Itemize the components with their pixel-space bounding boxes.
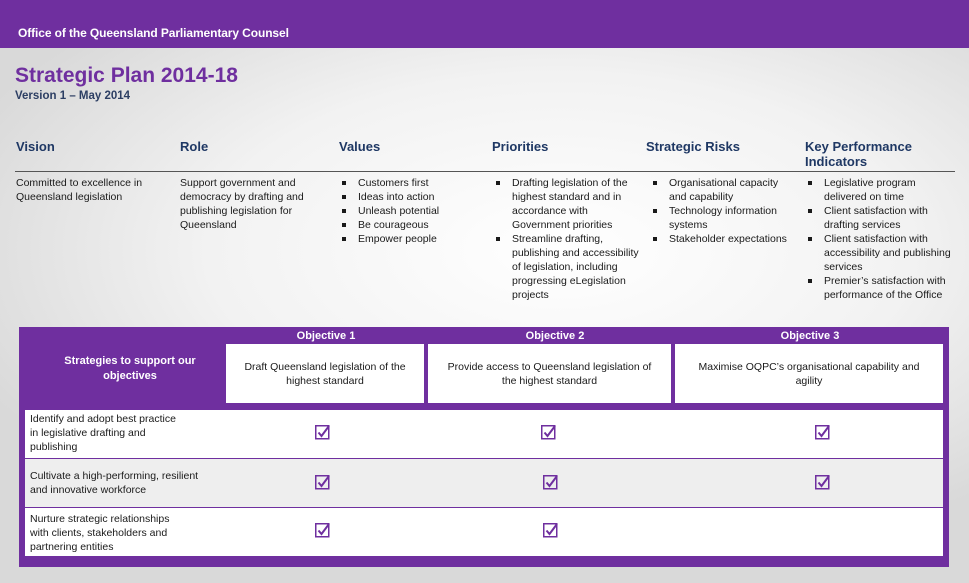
objective-1-label: Objective 1 — [296, 330, 356, 342]
values-item: Unleash potential — [338, 204, 478, 218]
risks-item: Stakeholder expectations — [649, 232, 794, 246]
table-row — [25, 459, 943, 507]
strategies-label: Strategies to support our objectives — [64, 355, 196, 382]
priorities-list — [492, 176, 640, 302]
version-label: Version 1 – May 2014 — [15, 90, 131, 102]
checkbox-checked-icon — [543, 523, 558, 538]
table-row — [25, 508, 943, 556]
checkbox-checked-icon — [541, 425, 556, 440]
risks-list — [649, 176, 794, 246]
checkbox-checked-icon — [315, 475, 330, 490]
priorities-item: Drafting legislation of the highest standard and in accordance with Government priorities — [492, 176, 640, 232]
page-title: Strategic Plan 2014-18 — [15, 64, 238, 87]
heading-divider — [15, 171, 955, 172]
risks-item: Organisational capacity and capability — [649, 176, 794, 204]
objective-3-box — [675, 344, 943, 403]
values-heading: Values — [339, 139, 381, 154]
objective-2-label: Objective 2 — [525, 330, 585, 342]
checkbox-checked-icon — [315, 523, 330, 538]
strategy-text: Nurture strategic relationships with clients, stakeholders and partnering entities — [30, 513, 170, 553]
checkbox-checked-icon — [815, 475, 830, 490]
header-bar — [0, 0, 969, 48]
objective-3-label: Objective 3 — [780, 330, 840, 342]
objective-1-box — [226, 344, 424, 403]
kpi-item: Client satisfaction with accessibility and publishing services — [804, 232, 956, 274]
checkbox-checked-icon — [543, 475, 558, 490]
values-item: Empower people — [338, 232, 478, 246]
priorities-item: Streamline drafting, publishing and accessibility of legislation, including progressing eLegislation projects — [492, 232, 640, 302]
kpi-item: Client satisfaction with drafting services — [804, 204, 956, 232]
checkbox-checked-icon — [815, 425, 830, 440]
vision-heading: Vision — [16, 139, 55, 154]
org-name: Office of the Queensland Parliamentary Counsel — [18, 26, 289, 40]
kpi-heading: Key Performance Indicators — [805, 139, 912, 169]
priorities-heading: Priorities — [492, 139, 549, 154]
objective-2-text: Provide access to Queensland legislation of the highest standard — [447, 360, 652, 387]
role-text: Support government and democracy by drafting and publishing legislation for Queensland — [180, 177, 304, 231]
table-row — [25, 410, 943, 458]
objective-3-text: Maximise OQPC’s organisational capability and agility — [698, 360, 920, 387]
objective-1-text: Draft Queensland legislation of the highest standard — [244, 360, 406, 387]
values-item: Be courageous — [338, 218, 478, 232]
kpi-item: Premier’s satisfaction with performance of the Office — [804, 274, 956, 302]
objective-2-box — [428, 344, 671, 403]
values-item: Ideas into action — [338, 190, 478, 204]
role-heading: Role — [180, 139, 209, 154]
vision-text: Committed to excellence in Queensland legislation — [16, 177, 143, 203]
kpi-list — [804, 176, 956, 302]
values-list — [338, 176, 478, 246]
strategy-text: Identify and adopt best practice in legislative drafting and publishing — [30, 413, 176, 453]
strategy-text: Cultivate a high-performing, resilient and innovative workforce — [30, 470, 199, 496]
checkbox-checked-icon — [315, 425, 330, 440]
risks-item: Technology information systems — [649, 204, 794, 232]
risks-heading: Strategic Risks — [646, 139, 740, 154]
values-item: Customers first — [338, 176, 478, 190]
kpi-item: Legislative program delivered on time — [804, 176, 956, 204]
